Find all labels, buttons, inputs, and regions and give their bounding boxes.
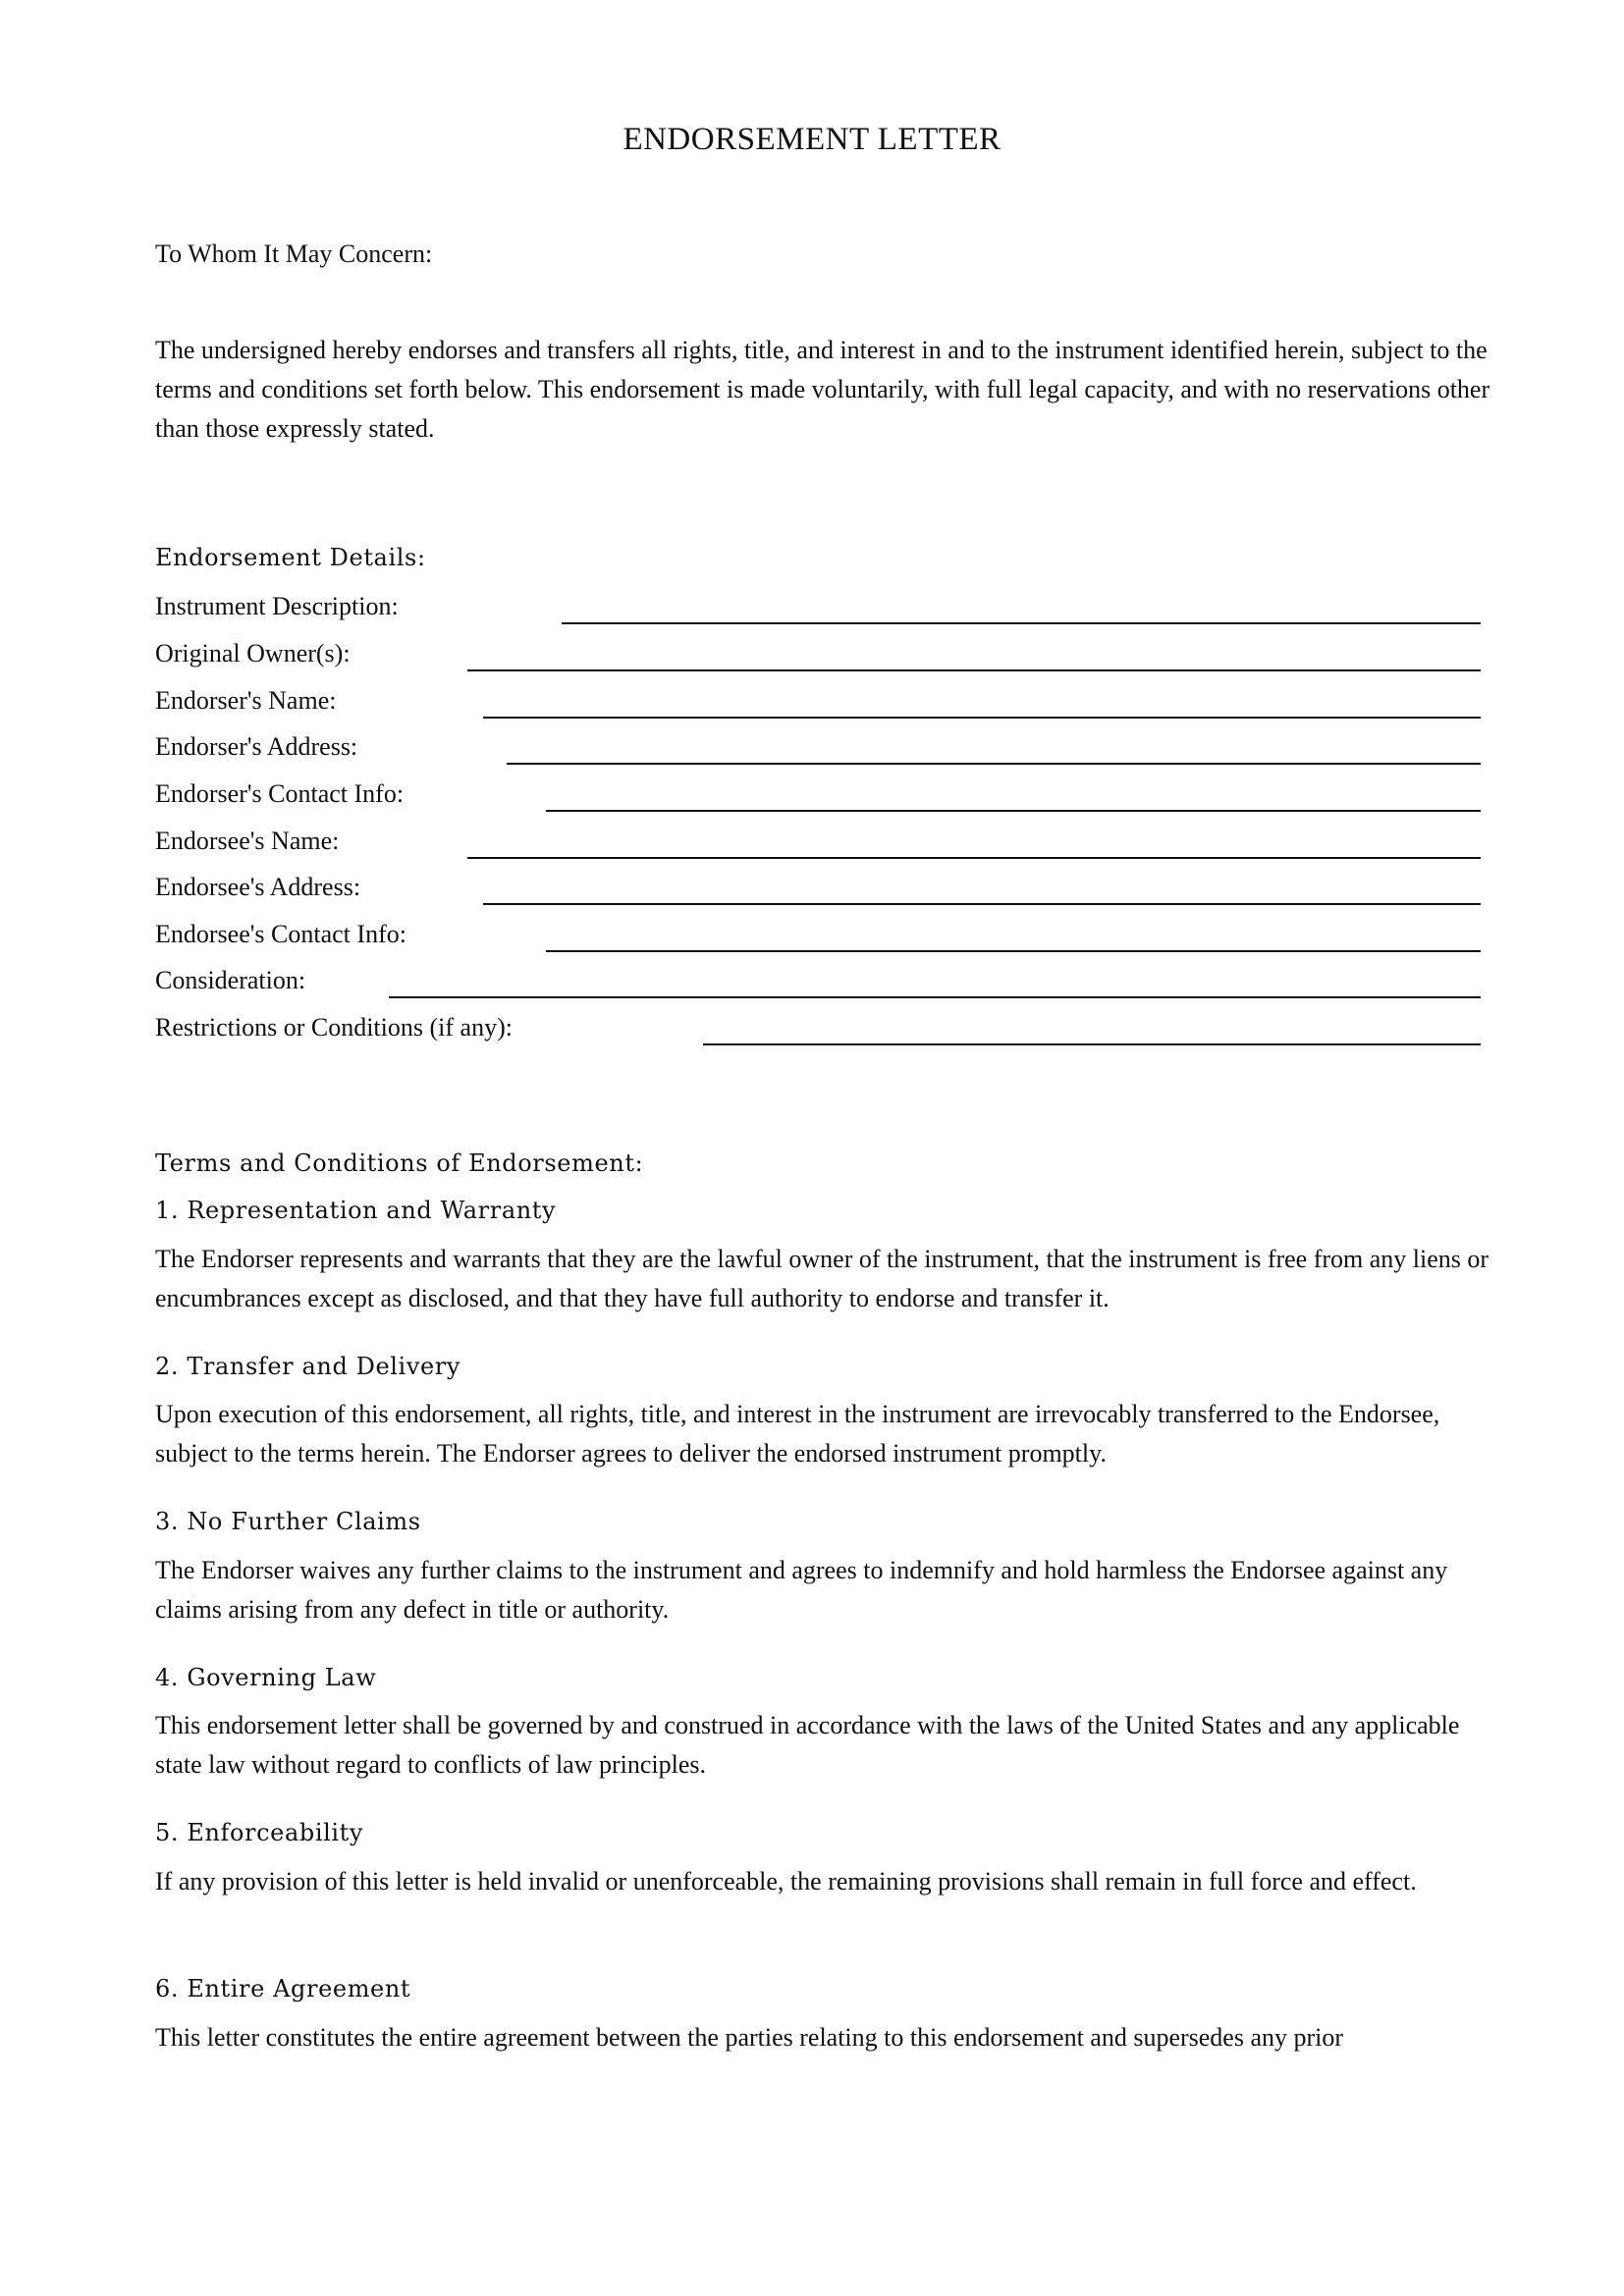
field-input-line[interactable] <box>483 717 1481 719</box>
field-original-owners <box>155 636 1481 675</box>
clause-title: 2. Transfer and Delivery <box>155 1353 461 1380</box>
terms-heading: Terms and Conditions of Endorsement: <box>155 1149 644 1177</box>
intro-paragraph: The undersigned hereby endorses and transfers all rights, title, and interest in and to the instrument identified herein, subject to the terms and conditions set forth below. This endorsement is made voluntarily, with full legal capacity, and with no reservations other than those expressly stated. <box>155 336 1490 443</box>
field-label: Endorser's Name: <box>155 686 337 715</box>
field-endorser-contact-info <box>155 776 1481 816</box>
field-input-line[interactable] <box>546 950 1481 952</box>
clause-text: The Endorser waives any further claims to the instrument and agrees to indemnify and hold harmless the Endorsee against any claims arising from any defect in title or authority. <box>155 1556 1448 1624</box>
field-input-line[interactable] <box>507 763 1481 765</box>
field-endorsee-contact-info <box>155 917 1481 956</box>
field-consideration <box>155 963 1481 1002</box>
field-endorser-address <box>155 729 1481 769</box>
clause-title: 6. Entire Agreement <box>155 1975 411 2002</box>
field-label: Endorsee's Address: <box>155 873 361 901</box>
field-label: Instrument Description: <box>155 592 399 620</box>
field-input-line[interactable] <box>389 996 1481 998</box>
field-label: Consideration: <box>155 966 306 994</box>
clause-text: This letter constitutes the entire agreement between the parties relating to this endorsement and supersedes any prior <box>155 2023 1344 2052</box>
field-input-line[interactable] <box>467 669 1481 671</box>
salutation: To Whom It May Concern: <box>155 240 433 268</box>
field-endorser-name <box>155 683 1481 722</box>
field-input-line[interactable] <box>546 810 1481 812</box>
details-heading: Endorsement Details: <box>155 544 426 571</box>
field-endorsee-name <box>155 824 1481 863</box>
field-label: Endorsee's Contact Info: <box>155 920 406 948</box>
field-label: Restrictions or Conditions (if any): <box>155 1013 513 1041</box>
clause-title: 3. No Further Claims <box>155 1508 421 1535</box>
field-input-line[interactable] <box>562 622 1481 624</box>
field-endorsee-address <box>155 870 1481 909</box>
field-restrictions-conditions <box>155 1010 1481 1049</box>
document-title: ENDORSEMENT LETTER <box>623 122 1001 157</box>
clause-title: 4. Governing Law <box>155 1664 377 1691</box>
clause-title: 5. Enforceability <box>155 1819 364 1846</box>
field-label: Endorser's Contact Info: <box>155 779 405 808</box>
clause-text: This endorsement letter shall be governed by and construed in accordance with the laws of the United States and any applicable state law without regard to conflicts of law principles. <box>155 1711 1460 1779</box>
field-label: Endorsee's Name: <box>155 827 340 855</box>
clause-text: The Endorser represents and warrants that they are the lawful owner of the instrument, that the instrument is free from any liens or encumbrances except as disclosed, and that they have full authority to endorse and transfer it. <box>155 1245 1489 1312</box>
clause-title: 1. Representation and Warranty <box>155 1197 557 1224</box>
field-input-line[interactable] <box>703 1043 1481 1045</box>
field-label: Original Owner(s): <box>155 639 351 667</box>
field-input-line[interactable] <box>467 857 1481 859</box>
field-instrument-description <box>155 589 1481 628</box>
clause-text: Upon execution of this endorsement, all rights, title, and interest in the instrument are irrevocably transferred to the Endorsee, subject to the terms herein. The Endorser agrees to deliver the endorsed instrument promptly. <box>155 1400 1440 1468</box>
clause-text: If any provision of this letter is held invalid or unenforceable, the remaining provisions shall remain in full force and effect. <box>155 1867 1417 1896</box>
field-input-line[interactable] <box>483 903 1481 905</box>
field-label: Endorser's Address: <box>155 732 358 761</box>
